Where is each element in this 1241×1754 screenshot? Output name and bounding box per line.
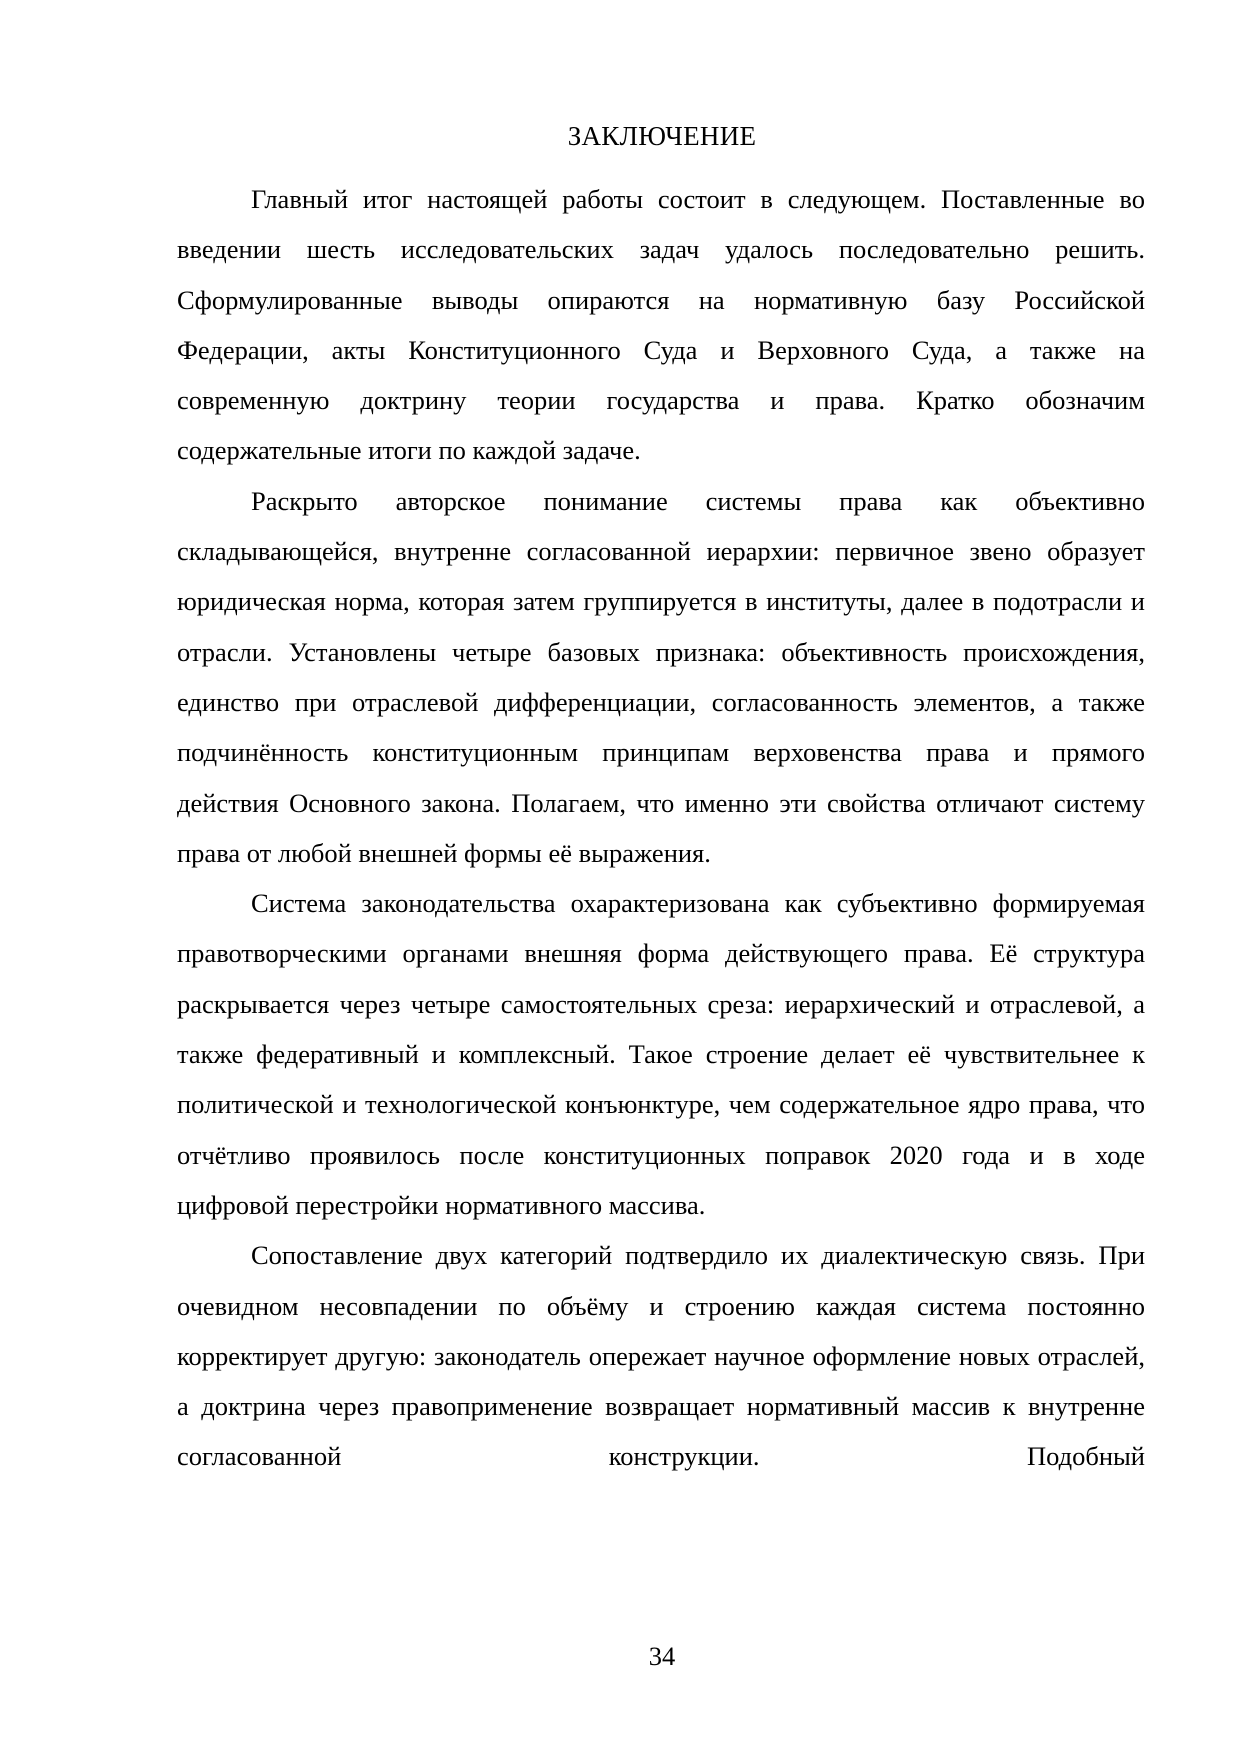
page-number: 34 — [648, 1641, 676, 1671]
paragraph-system-of-law: Раскрыто авторское понимание системы права как объективно складывающейся, внутренне согласованной иерархии: первичное звено образует юридическая норма, которая затем группируется в институты, далее в подотрасли и отрасли. Установлены четыре базовых признака: объективность происхождения, единство при отраслевой дифференциации, согласованность элементов, а также подчинённость конституционным принципам верховенства права и прямого действия Основного закона. Полагаем, что именно эти свойства отличают систему права от любой внешней формы её выражения. — [177, 485, 1145, 868]
body-text — [177, 174, 1145, 1482]
paragraph-summary: Главный итог настоящей работы состоит в следующем. Поставленные во введении шесть исследовательских задач удалось последовательно решить. Сформулированные выводы опираются на нормативную базу Российской Федерации, акты Конституционного Суда и Верховного Суда, а также на современную доктрину теории государства и права. Кратко обозначим содержательные итоги по каждой задаче. — [177, 184, 1145, 466]
section-heading: ЗАКЛЮЧЕНИЕ — [567, 121, 757, 151]
paragraph-comparison: Сопоставление двух категорий подтвердило их диалектическую связь. При очевидном несовпадении по объёму и строению каждая система постоянно корректирует другую: законодатель опережает научное оформление новых отраслей, а доктрина через правоприменение возвращает нормативный массив к внутренне согласованной конструкции. Подобный — [177, 1240, 1145, 1472]
paragraph-system-of-legislation: Система законодательства охарактеризована как субъективно формируемая правотворческими органами внешняя форма действующего права. Её структура раскрывается через четыре самостоятельных среза: иерархический и отраслевой, а также федеративный и комплексный. Такое строение делает её чувствительнее к политической и технологической конъюнктуре, чем содержательное ядро права, что отчётливо проявилось после конституционных поправок 2020 года и в ходе цифровой перестройки нормативного массива. — [177, 888, 1145, 1220]
